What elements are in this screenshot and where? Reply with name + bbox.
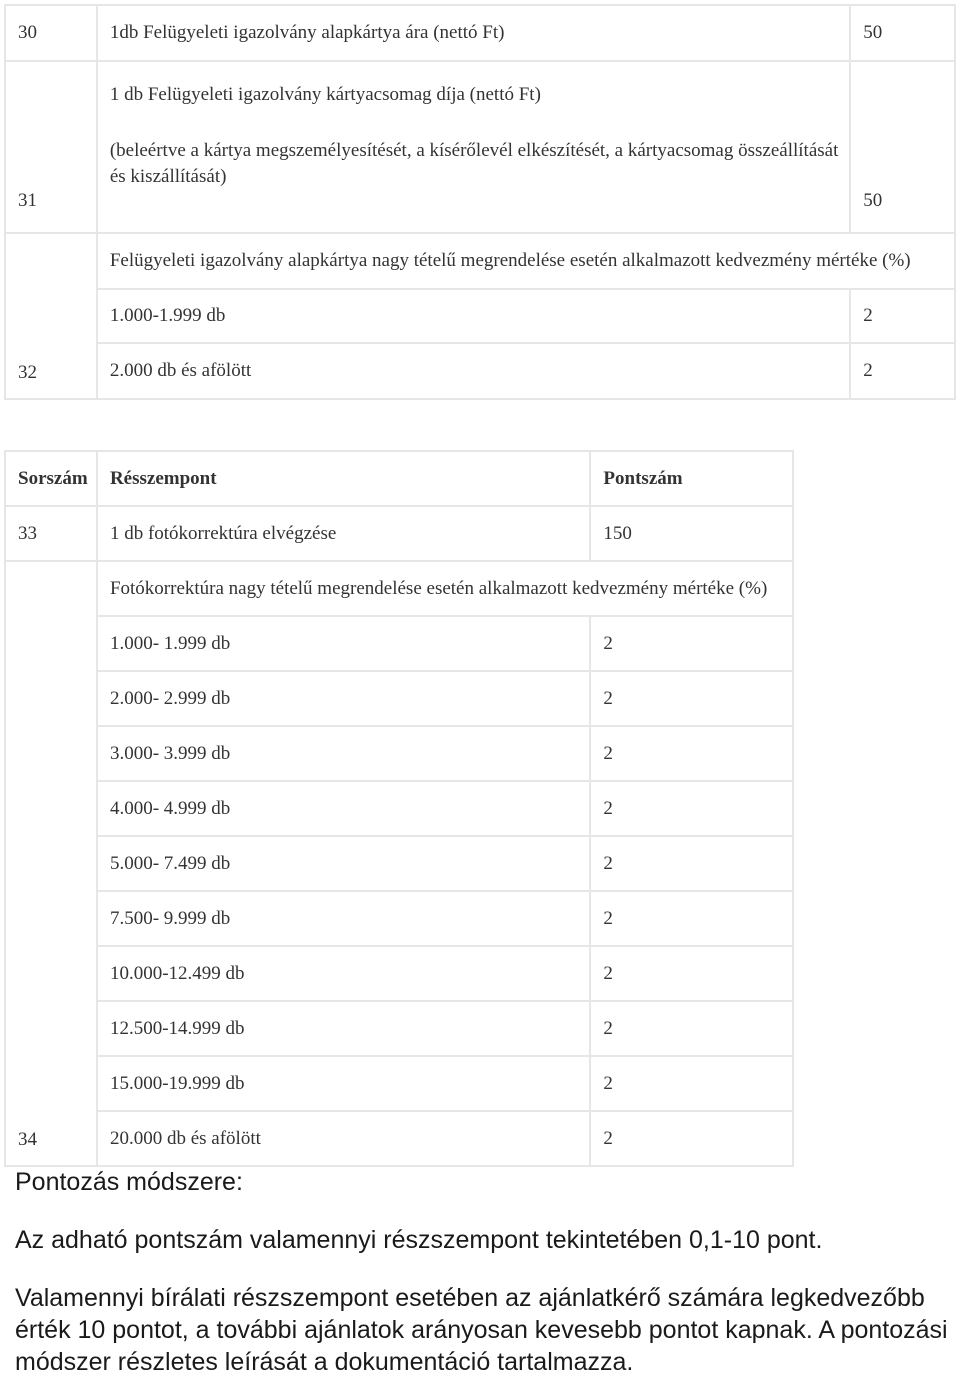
tier-row bbox=[5, 946, 793, 1001]
tier-label: 3.000- 3.999 db bbox=[97, 726, 590, 781]
tier-value: 2 bbox=[590, 616, 793, 671]
tier-value: 2 bbox=[850, 343, 955, 399]
scoring-method-heading: Pontozás módszere: bbox=[15, 1168, 243, 1196]
tier-label: 1.000-1.999 db bbox=[97, 289, 850, 343]
row-value: 150 bbox=[590, 506, 793, 561]
tier-value: 2 bbox=[590, 836, 793, 891]
discount-header: Fotókorrektúra nagy tételű megrendelése esetén alkalmazott kedvezmény mértéke (%) bbox=[97, 561, 793, 616]
column-header-pontszam: Pontszám bbox=[590, 451, 793, 506]
row-value: 50 bbox=[850, 61, 955, 233]
tier-label: 12.500-14.999 db bbox=[97, 1001, 590, 1056]
tier-value: 2 bbox=[590, 1001, 793, 1056]
tier-value: 2 bbox=[590, 726, 793, 781]
tier-row bbox=[5, 781, 793, 836]
tier-row bbox=[5, 836, 793, 891]
discount-header: Felügyeleti igazolvány alapkártya nagy tételű megrendelése esetén alkalmazott kedvezmény mértéke (%) bbox=[97, 233, 955, 289]
tier-row bbox=[5, 616, 793, 671]
table-row bbox=[5, 561, 793, 616]
row-number: 30 bbox=[5, 5, 97, 61]
tier-value: 2 bbox=[590, 946, 793, 1001]
tier-value: 2 bbox=[590, 781, 793, 836]
tier-label: 20.000 db és afölött bbox=[97, 1111, 590, 1166]
tier-label: 7.500- 9.999 db bbox=[97, 891, 590, 946]
tier-label: 2.000- 2.999 db bbox=[97, 671, 590, 726]
tier-label: 10.000-12.499 db bbox=[97, 946, 590, 1001]
tier-row bbox=[5, 891, 793, 946]
table-header-row bbox=[5, 451, 793, 506]
tier-row bbox=[5, 343, 955, 399]
tier-label: 2.000 db és afölött bbox=[97, 343, 850, 399]
tier-label: 5.000- 7.499 db bbox=[97, 836, 590, 891]
pricing-table bbox=[4, 4, 956, 400]
tier-label: 1.000- 1.999 db bbox=[97, 616, 590, 671]
description-line: 1 db Felügyeleti igazolvány kártyacsomag díja (nettó Ft) bbox=[109, 84, 541, 105]
tier-row bbox=[5, 1001, 793, 1056]
row-value: 50 bbox=[850, 5, 955, 61]
tier-value: 2 bbox=[590, 1056, 793, 1111]
row-number: 32 bbox=[5, 233, 97, 399]
tier-value: 2 bbox=[850, 289, 955, 343]
table-row bbox=[5, 5, 955, 61]
table-row bbox=[5, 233, 955, 289]
tier-value: 2 bbox=[590, 671, 793, 726]
table-row bbox=[5, 61, 955, 233]
row-number: 33 bbox=[5, 506, 97, 561]
tier-row bbox=[5, 671, 793, 726]
tier-row bbox=[5, 289, 955, 343]
row-number: 31 bbox=[5, 61, 97, 233]
scoring-range-text: Az adható pontszám valamennyi részszempont tekintetében 0,1-10 pont. bbox=[15, 1226, 823, 1254]
tier-row bbox=[5, 1056, 793, 1111]
tier-value: 2 bbox=[590, 1111, 793, 1166]
tier-label: 4.000- 4.999 db bbox=[97, 781, 590, 836]
row-number: 34 bbox=[5, 561, 97, 1166]
row-description: 1 db fotókorrektúra elvégzése bbox=[97, 506, 590, 561]
row-description bbox=[97, 61, 850, 233]
column-header-sorszam: Sorszám bbox=[5, 451, 97, 506]
tier-row bbox=[5, 726, 793, 781]
scoring-table bbox=[4, 450, 794, 1167]
column-header-resszempont: Résszempont bbox=[97, 451, 590, 506]
row-description: 1db Felügyeleti igazolvány alapkártya ára (nettó Ft) bbox=[97, 5, 850, 61]
tier-value: 2 bbox=[590, 891, 793, 946]
table-row bbox=[5, 506, 793, 561]
scoring-description-text: Valamennyi bírálati részszempont esetében az ajánlatkérő számára legkedvezőbb érték 10 pontot, a további ajánlatok arányosan kevesebb pontot kapnak. A pontozási módszer részletes leírását a dokumentáció tartalmazza. bbox=[15, 1284, 948, 1376]
tier-row bbox=[5, 1111, 793, 1166]
description-line: (beleértve a kártya megszemélyesítését, a kísérőlevél elkészítését, a kártyacsomag összeállítását és kiszállítását) bbox=[109, 140, 839, 187]
tier-label: 15.000-19.999 db bbox=[97, 1056, 590, 1111]
